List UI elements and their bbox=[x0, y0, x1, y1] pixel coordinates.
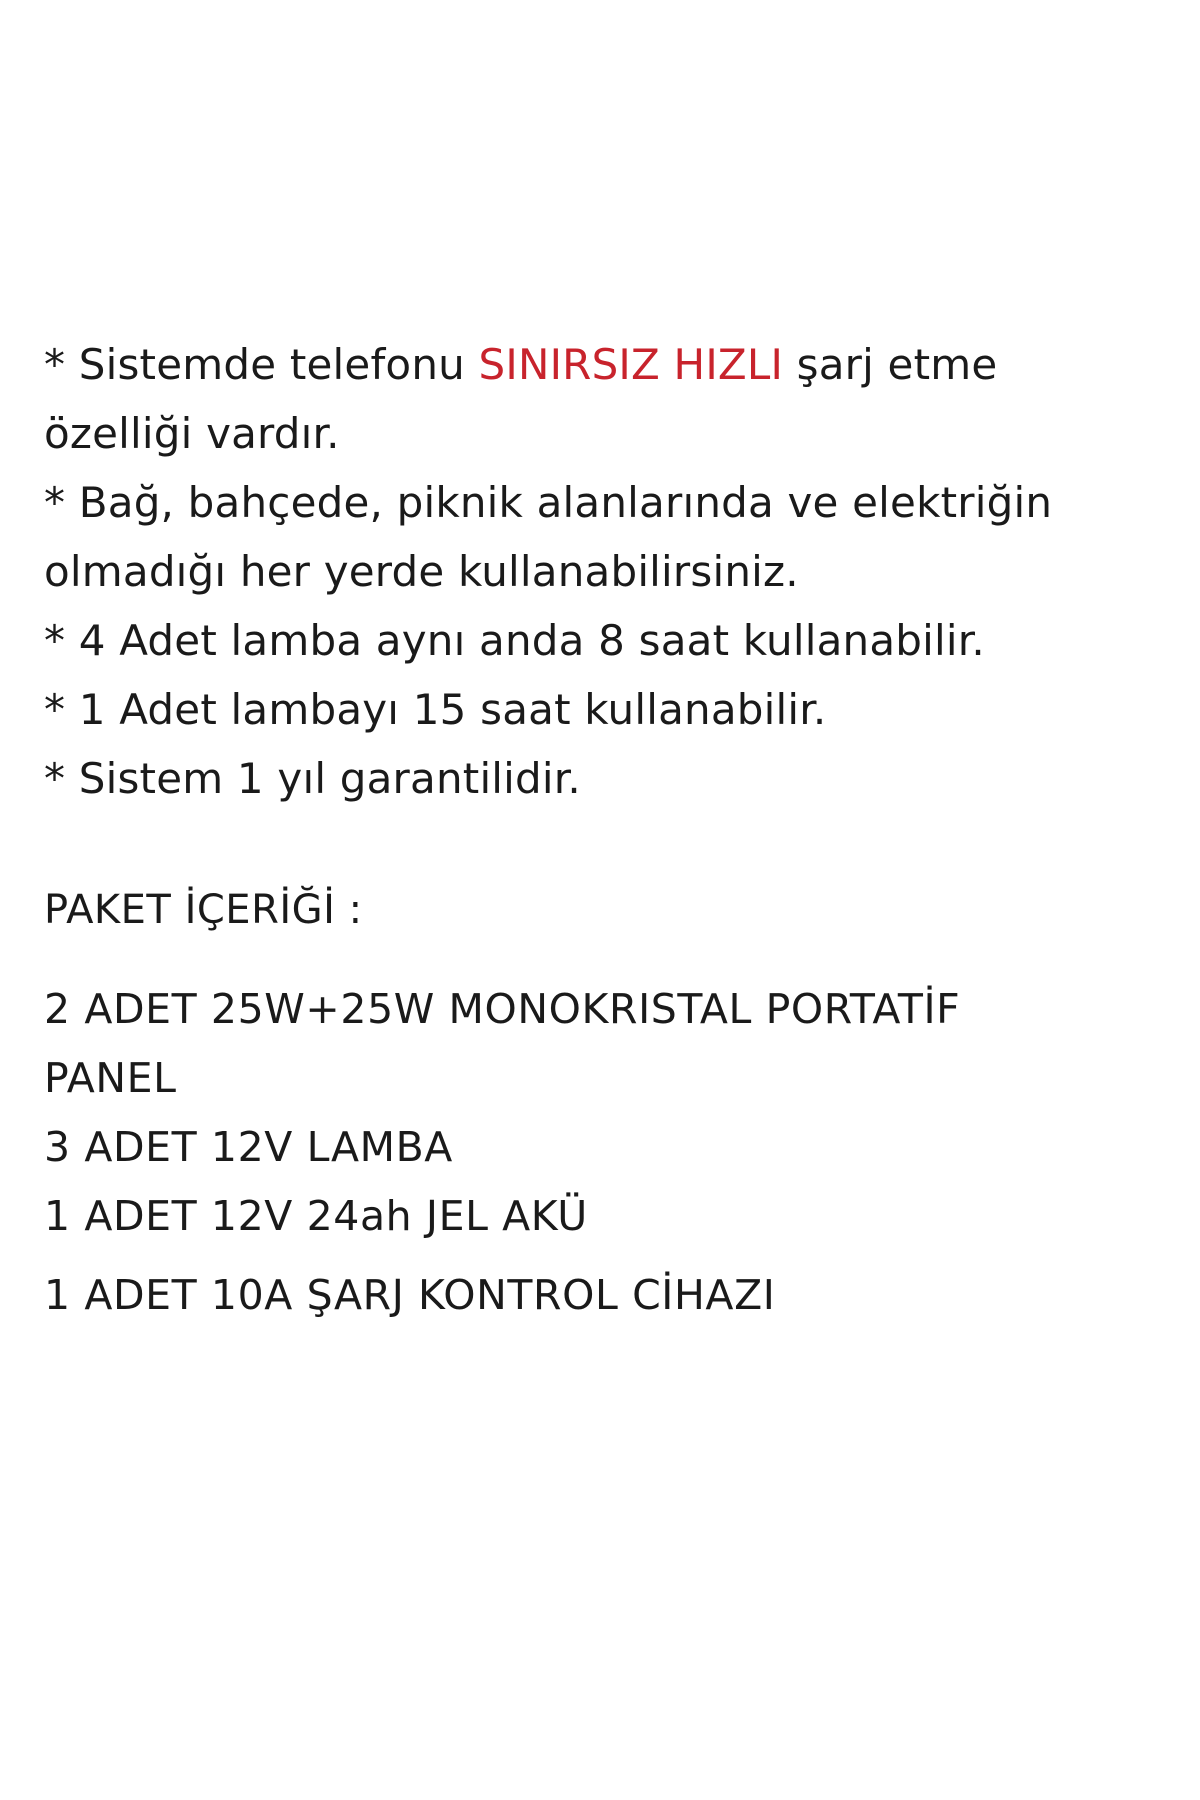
feature-fast-charging-suffix: şarj etme özelliği vardır. bbox=[44, 340, 998, 458]
package-item-battery: 1 ADET 12V 24ah JEL AKÜ bbox=[44, 1192, 588, 1240]
features-section bbox=[44, 330, 1174, 813]
feature-usage-locations: * Bağ, bahçede, piknik alanlarında ve elektriğin olmadığı her yerde kullanabilirsiniz. bbox=[44, 478, 1053, 596]
package-contents-title: PAKET İÇERİĞİ : bbox=[44, 887, 363, 933]
feature-warranty: * Sistem 1 yıl garantilidir. bbox=[44, 754, 581, 803]
feature-four-lamps: * 4 Adet lamba aynı anda 8 saat kullanabilir. bbox=[44, 616, 985, 665]
feature-one-lamp: * 1 Adet lambayı 15 saat kullanabilir. bbox=[44, 685, 827, 734]
package-item-lamp: 3 ADET 12V LAMBA bbox=[44, 1123, 453, 1171]
feature-fast-charging bbox=[44, 330, 1144, 468]
feature-fast-charging-prefix: * Sistemde telefonu bbox=[44, 340, 479, 389]
package-item-panel: 2 ADET 25W+25W MONOKRISTAL PORTATİF PANEL bbox=[44, 985, 961, 1102]
unlimited-fast-highlight: SINIRSIZ HIZLI bbox=[478, 340, 784, 389]
package-item-charge-controller: 1 ADET 10A ŞARJ KONTROL CİHAZI bbox=[44, 1271, 776, 1319]
package-contents-list bbox=[44, 975, 1174, 1330]
